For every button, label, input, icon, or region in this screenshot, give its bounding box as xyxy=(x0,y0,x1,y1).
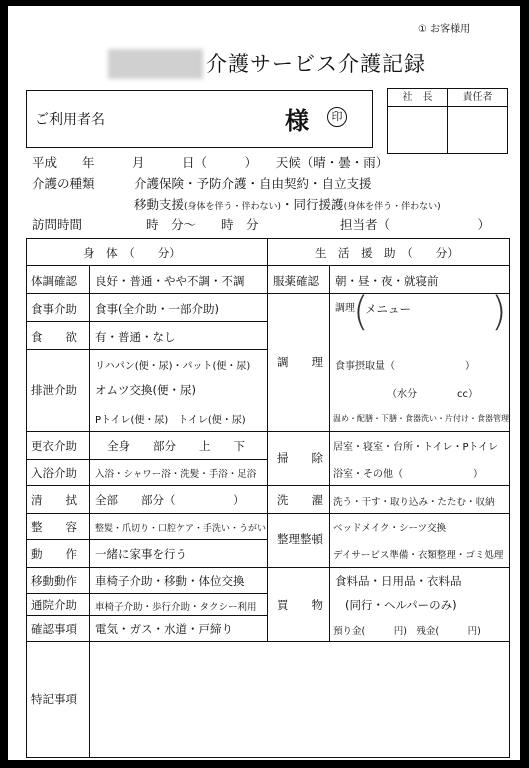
row-label-hospital: 通院介助 xyxy=(31,598,77,612)
row-label-motion: 動 作 xyxy=(31,547,77,561)
accompany-support-note: (身体を伴う・伴わない) xyxy=(343,202,441,212)
row-label-excretion: 排泄介助 xyxy=(31,383,77,397)
menu-open-bracket: ( xyxy=(353,289,369,335)
row-label-check: 確認事項 xyxy=(31,622,77,636)
excretion-option-1: リハパン(便・尿)・パット(便・尿) xyxy=(95,361,251,372)
laundry-label: 洗 濯 xyxy=(277,493,323,507)
mobility-support: 移動支援 xyxy=(134,197,185,212)
excretion-option-2: オムツ交換(便・尿) xyxy=(95,383,196,397)
excretion-option-3: Pトイレ(便・尿) トイレ(便・尿) xyxy=(95,415,246,426)
appetite-options: 有・普通・なし xyxy=(95,330,176,344)
accompany-support: ・同行援護 xyxy=(281,197,344,212)
form-title: 介護サービス介護記録 xyxy=(206,52,426,76)
user-name-box[interactable] xyxy=(26,90,373,148)
row-label-grooming: 整 容 xyxy=(31,520,77,534)
mobility-support-note: (身体を伴う・伴わない) xyxy=(184,202,282,212)
mobility-options: 車椅子介助・移動・体位交換 xyxy=(95,574,245,588)
copy-label: ① お客様用 xyxy=(418,24,471,35)
bathing-options: 入浴・シャワー浴・洗髪・手浴・足浴 xyxy=(95,469,257,480)
tidy-label: 整理整頓 xyxy=(277,532,323,546)
row-label-wiping: 清 拭 xyxy=(31,493,77,507)
meal-amount-field[interactable]: 食事摂取量（ ） xyxy=(335,361,475,372)
meal-assist-options: 食事(全介助・一部介助) xyxy=(95,302,219,316)
stamp-manager-label: 責任者 xyxy=(448,89,507,107)
row-label-notes: 特記事項 xyxy=(31,692,77,706)
date-weather-line: 平成 年 月 日（ ） 天候（晴・曇・雨） xyxy=(32,155,389,170)
medication-label: 服薬確認 xyxy=(273,274,319,288)
care-type-options-1: 介護保険・予防介護・自由契約・自立支援 xyxy=(134,176,372,191)
medication-options: 朝・昼・夜・就寝前 xyxy=(335,274,439,288)
life-support-header: 生 活 援 助 （ 分） xyxy=(315,246,459,260)
care-type-label: 介護の種類 xyxy=(32,176,95,191)
cleaning-options-2: 浴室・その他（ ） xyxy=(333,469,483,480)
dressing-options: 全身 部分 上 下 xyxy=(107,439,245,453)
cleaning-options-1: 居室・寝室・台所・トイレ・Pトイレ xyxy=(333,442,499,453)
row-label-meal-assist: 食事介助 xyxy=(31,302,77,316)
tidy-options-1: ベッドメイク・シーツ交換 xyxy=(333,523,447,534)
care-type-options-2 xyxy=(134,195,441,213)
sama-label: 様 xyxy=(285,107,309,135)
staff-field: 担当者（ ） xyxy=(340,217,491,232)
shopping-options-2: (同行・ヘルパーのみ) xyxy=(345,598,457,612)
cleaning-label: 掃 除 xyxy=(277,451,323,465)
row-label-dressing: 更衣介助 xyxy=(31,439,77,453)
check-options: 電気・ガス・水道・戸締り xyxy=(95,622,233,636)
seal-icon: 印 xyxy=(327,107,347,127)
approval-stamp-box[interactable] xyxy=(387,88,508,154)
record-form xyxy=(8,6,520,760)
row-label-appetite: 食 欲 xyxy=(31,330,77,344)
hospital-options: 車椅子介助・歩行介助・タクシー利用 xyxy=(95,602,257,613)
stamp-president[interactable] xyxy=(388,89,447,153)
user-name-label: ご利用者名 xyxy=(35,112,105,128)
cooking-tasks: 温め・配膳・下膳・食器洗い・片付け・食器管理 xyxy=(333,414,509,423)
company-name-redacted xyxy=(108,49,203,79)
condition-options: 良好・普通・やや不調・不調 xyxy=(95,274,245,288)
row-label-condition: 体調確認 xyxy=(31,274,77,288)
water-field[interactable]: （水分 cc） xyxy=(387,389,478,400)
tidy-options-2: デイサービス準備・衣類整理・ゴミ処理 xyxy=(333,550,504,561)
cooking-label: 調 理 xyxy=(277,355,323,369)
grooming-options: 整髪・爪切り・口腔ケア・手洗い・うがい xyxy=(95,524,267,534)
record-table xyxy=(26,238,510,758)
menu-label: メニュー xyxy=(365,302,411,316)
stamp-president-label: 社 長 xyxy=(388,89,447,107)
visit-time-fields: 時 分～ 時 分 xyxy=(146,217,259,232)
visit-time-label: 訪問時間 xyxy=(32,217,83,232)
cooking-menu-label: 調理 xyxy=(335,303,355,314)
stamp-manager[interactable] xyxy=(447,89,507,153)
shopping-label: 買 物 xyxy=(277,598,323,612)
row-label-mobility: 移動動作 xyxy=(31,574,77,588)
body-care-header: 身 体 （ 分） xyxy=(83,246,181,260)
shopping-options-1: 食料品・日用品・衣料品 xyxy=(335,574,462,588)
menu-close-bracket: ) xyxy=(491,289,507,335)
wiping-options: 全部 部分（ ） xyxy=(95,493,245,507)
laundry-options: 洗う・干す・取り込み・たたむ・収納 xyxy=(333,497,495,508)
motion-options: 一緒に家事を行う xyxy=(95,547,187,561)
deposit-field[interactable]: 預り金( 円) 残金( 円) xyxy=(333,626,481,637)
row-label-bathing: 入浴介助 xyxy=(31,466,77,480)
